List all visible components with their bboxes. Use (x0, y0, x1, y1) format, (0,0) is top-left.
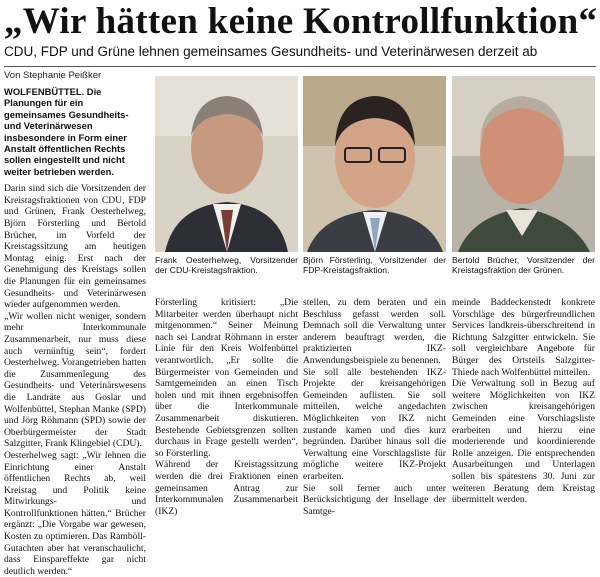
headline: „Wir hätten keine Kontrollfunktion“ (4, 1, 598, 42)
photo-foersterling (303, 76, 446, 252)
column-1 (4, 86, 146, 577)
column-3 (303, 297, 446, 517)
column-2 (155, 297, 298, 517)
portrait-photo-icon (155, 76, 298, 252)
portrait-photo-icon (452, 76, 595, 252)
body-text-col2: Försterling kritisiert: „Die Mitarbeiter werden überhaupt nicht mitgenommen.“ Seiner Meinung nach sei Landrat Röhmann in erster Linie für den Kreis Wolfenbüttel verantwortlich. „Er sollte die Bürgermeister von Gemeinden und Samtgemeinden an einen Tisch holen und mit ihnen ergebnisoffen über die Interkommunale Zusammenarbeit diskutieren. Bestehende Gebietsgrenzen sollten durchaus in Frage gestellt werden“, so Försterling. Während der Kreistagssitzung werden die drei Fraktionen einen gemeinsamen Antrag zur Interkommunalen Zusammenarbeit (IKZ) (155, 297, 298, 517)
body-text-col3: stellen, zu dem beraten und ein Beschluss gefasst werden soll. Demnach soll die Verwaltung unter anderem beauftragt werden, die praktizierten IKZ-Anwendungsbeispiele zu benennen. Sie soll alle bestehenden IKZ-Projekte der kreisangehörigen Gemeinden auflisten. Sie soll mitteilen, welche angedachten Möglichkeiten von IKZ nicht zustande kamen und dies kurz begründen. Darüber hinaus soll die Verwaltung eine Vorschlagsliste für mögliche weitere IKZ-Projekt erarbeiten. Sie soll ferner auch unter Berücksichtigung der Insellage der Samtge- (303, 297, 446, 517)
portrait-photo-icon (303, 76, 446, 252)
divider (4, 66, 596, 67)
photo-oesterhelweg (155, 76, 298, 252)
photo-caption-2: Björn Försterling, Vorsitzender der FDP-Kreistagsfraktion. (303, 255, 446, 276)
body-text-col1: Darin sind sich die Vorsitzenden der Kreistagsfraktionen von CDU, FDP und Grünen, Frank Oesterhelweg, Björn Försterling und Bertold Brücher, im Vorfeld der Kreistagssitzung am heutigen Montag einig. Erst nach der Genehmigung des Kreistags sollen die Planungen für ein gemeinsames Gesundheits- und Veterinärwesen wieder aufgenommen werden. „Wir wollen nicht weniger, sondern mehr Interkommunale Zusammenarbeit, nur muss diese auch vernünftig sein“, fordert Oesterhelweg. Vorangetrieben hatten die Zusammenlegung des Gesundheits- und Veterinärswesens die Landräte aus Goslar und Wolfenbüttel, Stephan Manke (SPD) und Jörg Röhmann (SPD) sowie der Oberbürgermeister der Stadt Salzgitter, Frank Klingebiel (CDU). Oesterhelweg sagt: „Wir lehnen die Einrichtung einer Anstalt öffentlichen Rechts ab, weil Kreistag und Politik keine Mitwirkungs- und Kontrollfunktionen hätten.“ Brücher ergänzt: „Die Vorgabe war gewesen, Kosten zu optimieren. Das Ramböll-Gutachten aber hat veranschaulicht, dass Einspareffekte gar nicht deutlich werden.“ (4, 183, 146, 577)
body-text-col4: meinde Baddeckenstedt konkrete Vorschläge des bürgerfreundlichen Services landkreis-überschreitend in Richtung Salzgitter entwickeln. Sie soll vergleichbare Angebote für Bürger des Ortsteils Salzgitter-Thiede nach Wolfenbüttel mitteilen. Die Verwaltung soll in Bezug auf weitere Möglichkeiten von IKZ zwischen kreisangehörigen Gemeinden eine Vorschlagsliste erarbeiten und hierzu eine moderierende und koordinierende Rolle anzeigen. Die entsprechenden Ausarbeitungen und Unterlagen sollen bis spätestens 30. Juni zur weiteren Beratung dem Kreistag übermittelt werden. (452, 297, 595, 506)
photo-caption-3: Bertold Brücher, Vorsitzender der Kreistagsfraktion der Grünen. (452, 255, 595, 276)
intro-paragraph: WOLFENBÜTTEL. Die Planungen für ein gemeinsames Gesundheits- und Veterinärwesen insbesondere in Form einer Anstalt öffentlichen Rechts sollen eingestellt und nicht weiter betrieben werden. (4, 86, 129, 177)
photo-bruecher (452, 76, 595, 252)
byline: Von Stephanie Peißker (4, 70, 102, 81)
column-4 (452, 297, 595, 506)
photo-caption-1: Frank Oesterhelweg, Vorsitzender der CDU-Kreistagsfraktion. (155, 255, 298, 276)
subheadline: CDU, FDP und Grüne lehnen gemeinsames Gesundheits- und Veterinärwesen derzeit ab (4, 44, 538, 59)
